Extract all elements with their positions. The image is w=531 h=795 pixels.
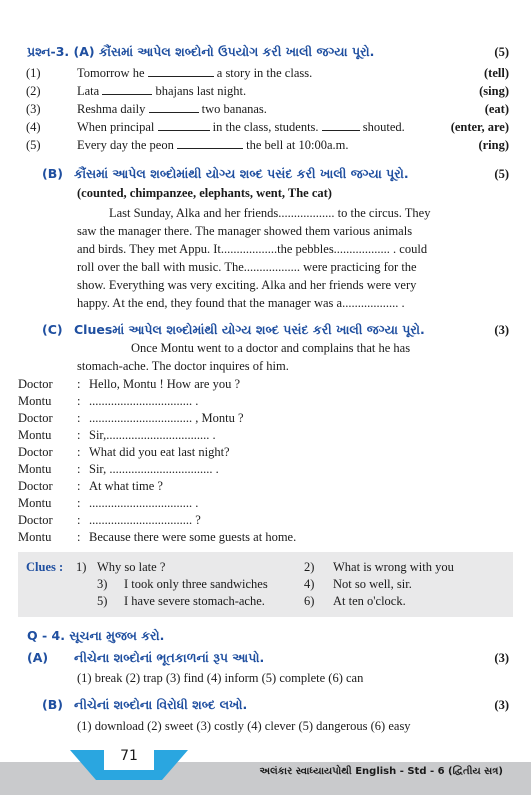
dialogue-speaker: Montu: [18, 530, 52, 544]
dialogue-colon: :: [77, 394, 81, 408]
dialogue-colon: :: [77, 428, 81, 442]
footer-book-title: અલંકાર સ્વાધ્યાયપોથી English - Std - 6 (દ્વિતીય સત્ર): [259, 766, 503, 777]
item-text-after: bhajans last night.: [155, 84, 247, 98]
passage-line: Last Sunday, Alka and her friends.................. to the circus. They: [109, 206, 431, 220]
blank-line: [102, 84, 152, 95]
clue-text: Not so well, sir.: [333, 577, 412, 591]
dialogue-colon: :: [77, 377, 81, 391]
dialogue-line: At what time ?: [89, 479, 163, 493]
clue-number: 3): [97, 577, 108, 591]
dialogue-colon: :: [77, 513, 81, 527]
item-answer-hint: (eat): [484, 102, 509, 116]
passage-line: saw the manager there. The manager showed them various animals: [77, 224, 413, 238]
dialogue-speaker: Montu: [18, 428, 52, 442]
section-b-title: કૌંસમાં આપેલ શબ્દોમાંથી યોગ્ય શબ્દ પસંદ કરી ખાલી જગ્યા પૂરો.: [74, 166, 409, 181]
q4-a-marks: (3): [494, 651, 509, 665]
item-text-before: When principal: [77, 120, 155, 134]
dialogue-line: Hello, Montu ! How are you ?: [89, 377, 241, 391]
q4-a-items: (1) break (2) trap (3) find (4) inform (5) complete (6) can: [77, 671, 364, 685]
passage-line: roll over the ball with music. The.................. were practicing for the: [77, 260, 417, 274]
section-c-title: Cluesમાં આપેલ શબ્દોમાંથી યોગ્ય શબ્દ પસંદ કરી ખાલી જગ્યા પૂરો.: [74, 322, 425, 337]
dialogue-speaker: Doctor: [18, 445, 53, 459]
clue-number: 2): [304, 560, 315, 574]
q4-a-label: (A): [27, 650, 49, 665]
section-b-word-list: (counted, chimpanzee, elephants, went, The cat): [77, 186, 332, 200]
dialogue-line: Sir, ................................. .: [89, 462, 219, 476]
clue-text: Why so late ?: [97, 560, 166, 574]
item-number: (5): [26, 138, 41, 152]
clue-number: 5): [97, 594, 108, 608]
blank-line: [177, 138, 243, 149]
clues-label: Clues :: [26, 560, 64, 574]
dialogue-colon: :: [77, 445, 81, 459]
item-text-after: the bell at 10:00a.m.: [246, 138, 349, 152]
dialogue-speaker: Doctor: [18, 479, 53, 493]
q3-marks: (5): [494, 45, 509, 59]
clue-text: I have severe stomach-ache.: [124, 594, 265, 608]
item-number: (3): [26, 102, 41, 116]
dialogue-speaker: Montu: [18, 462, 52, 476]
item-text-after: a story in the class.: [216, 66, 313, 80]
item-number: (1): [26, 66, 41, 80]
item-text-after: two bananas.: [201, 102, 267, 116]
item-answer-hint: (sing): [479, 84, 509, 98]
q4-a-title: નીચેના શબ્દોનાં ભૂતકાળનાં રૂપ આપો.: [74, 650, 265, 665]
passage-line: show. Everything was very exciting. Alka and her friends were very: [77, 278, 417, 292]
blank-line: [148, 66, 214, 77]
q4-b-items: (1) download (2) sweet (3) costly (4) clever (5) dangerous (6) easy: [77, 719, 411, 733]
section-c-marks: (3): [494, 323, 509, 337]
item-text-after: shouted.: [362, 120, 405, 134]
dialogue-colon: :: [77, 496, 81, 510]
item-number: (4): [26, 120, 41, 134]
item-answer-hint: (ring): [478, 138, 509, 152]
clue-text: I took only three sandwiches: [124, 577, 268, 591]
dialogue-colon: :: [77, 462, 81, 476]
dialogue-line: Sir,................................. .: [89, 428, 216, 442]
item-text-before: Tomorrow he: [77, 66, 145, 80]
blank-line: [149, 102, 199, 113]
passage-line: and birds. They met Appu. It..................the pebbles.................. . could: [77, 242, 428, 256]
dialogue-line: ................................. ?: [89, 513, 201, 527]
page-number: 71: [120, 748, 138, 764]
section-c-label: (C): [42, 322, 63, 337]
dialogue-colon: :: [77, 411, 81, 425]
clue-text: What is wrong with you: [333, 560, 454, 574]
clue-number: 1): [76, 560, 87, 574]
section-c-intro: stomach-ache. The doctor inquires of him.: [77, 359, 289, 373]
item-text-before: Reshma daily: [77, 102, 146, 116]
section-b-label: (B): [42, 166, 63, 181]
dialogue-line: ................................. .: [89, 394, 199, 408]
dialogue-speaker: Montu: [18, 394, 52, 408]
dialogue-line: ................................. .: [89, 496, 199, 510]
q3-title: પ્રશ્ન-3. (A) કૌંસમાં આપેલ શબ્દોનો ઉપયોગ કરી ખાલી જગ્યા પૂરો.: [27, 44, 375, 59]
item-text-middle: in the class, students.: [212, 120, 319, 134]
dialogue-colon: :: [77, 530, 81, 544]
blank-line: [158, 120, 210, 131]
blank-line: [322, 120, 360, 131]
dialogue-speaker: Doctor: [18, 377, 53, 391]
dialogue-speaker: Montu: [18, 496, 52, 510]
q4-b-label: (B): [42, 697, 63, 712]
clue-number: 4): [304, 577, 315, 591]
dialogue-colon: :: [77, 479, 81, 493]
q4-title: Q - 4. સૂચના મુજબ કરો.: [27, 628, 165, 643]
section-c-intro: Once Montu went to a doctor and complains that he has: [131, 341, 411, 355]
dialogue-speaker: Doctor: [18, 513, 53, 527]
q4-b-title: નીચેનાં શબ્દોના વિરોધી શબ્દ લખો.: [74, 697, 248, 712]
section-b-marks: (5): [494, 167, 509, 181]
clue-text: At ten o'clock.: [333, 594, 406, 608]
dialogue-line: What did you eat last night?: [89, 445, 230, 459]
item-answer-hint: (enter, are): [450, 120, 509, 134]
dialogue-line: ................................. , Montu ?: [89, 411, 244, 425]
item-answer-hint: (tell): [484, 66, 509, 80]
item-text-before: Every day the peon: [77, 138, 174, 152]
dialogue-line: Because there were some guests at home.: [89, 530, 297, 544]
dialogue-speaker: Doctor: [18, 411, 53, 425]
q4-b-marks: (3): [494, 698, 509, 712]
item-text-before: Lata: [77, 84, 100, 98]
clue-number: 6): [304, 594, 315, 608]
passage-line: happy. At the end, they found that the manager was a.................. .: [77, 296, 405, 310]
item-number: (2): [26, 84, 41, 98]
